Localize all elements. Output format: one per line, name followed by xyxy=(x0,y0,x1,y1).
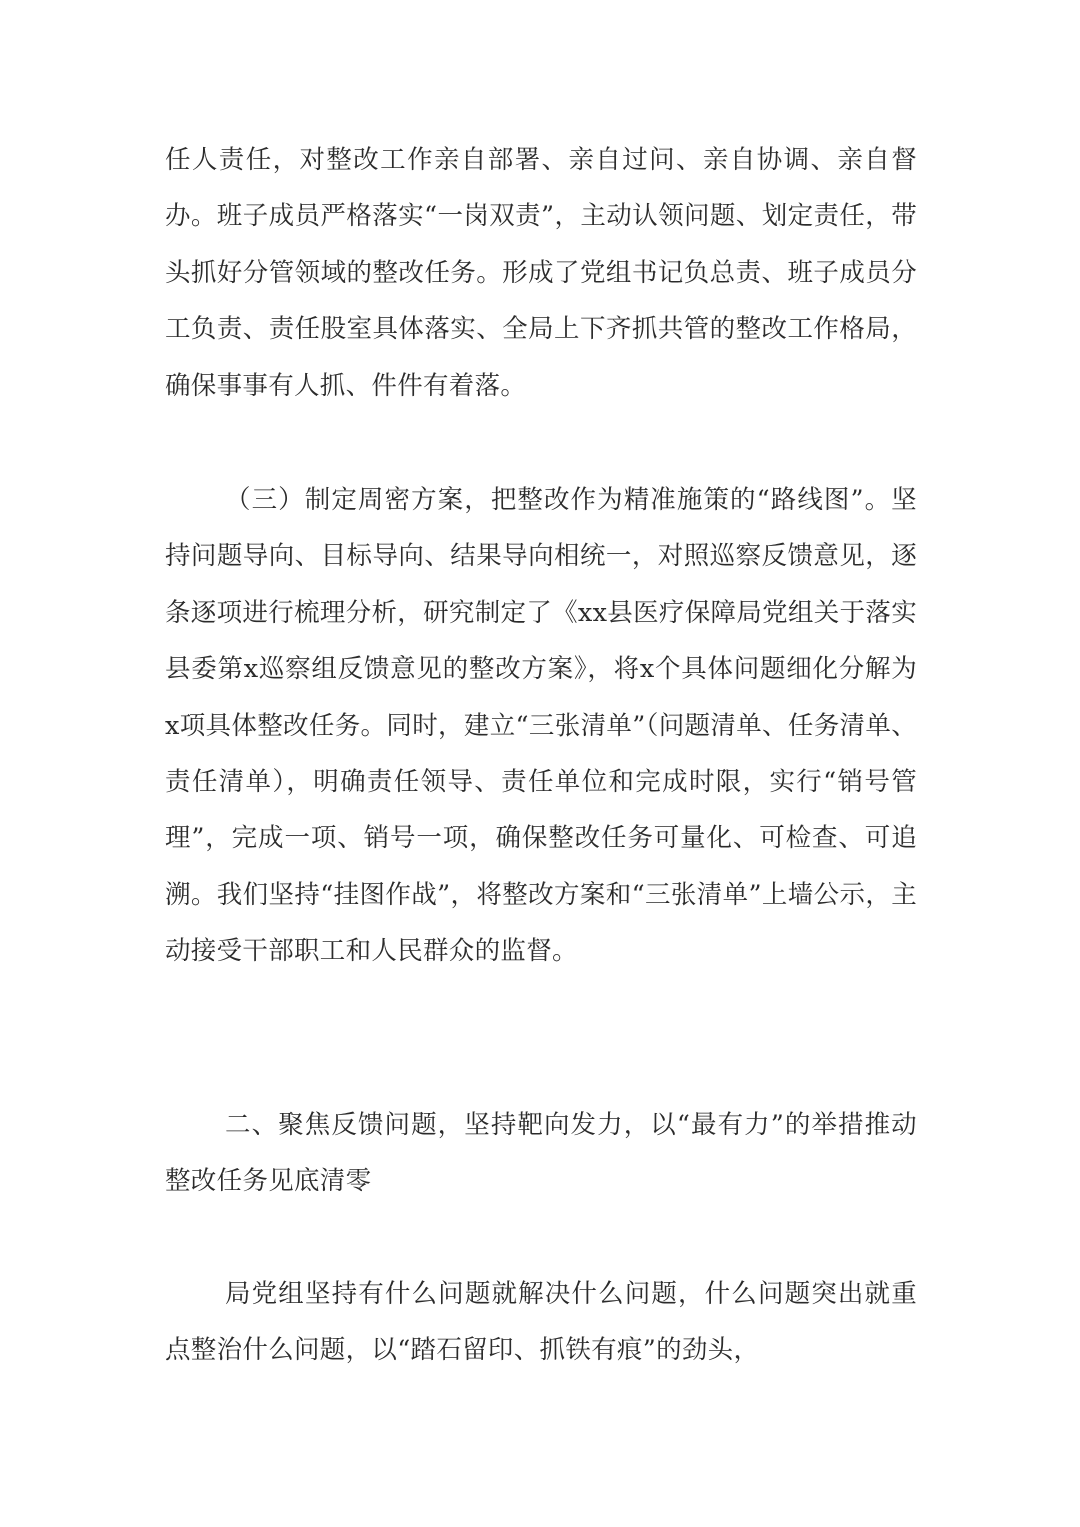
paragraph-continuation: 任人责任，对整改工作亲自部署、亲自过问、亲自协调、亲自督办。班子成员严格落实“一岗双责”，主动认领问题、划定责任，带头抓好分管领域的整改任务。形成了党组书记负总责、班子成员分工负责、责任股室具体落实、全局上下齐抓共管的整改工作格局，确保事事有人抓、件件有着落。 xyxy=(165,145,917,401)
paragraph-body: 局党组坚持有什么问题就解决什么问题，什么问题突出就重点整治什么问题，以“踏石留印、抓铁有痕”的劲头， xyxy=(165,1279,917,1366)
paragraph-section-three: （三）制定周密方案，把整改作为精准施策的“路线图”。坚持问题导向、目标导向、结果导向相统一，对照巡察反馈意见，逐条逐项进行梳理分析，研究制定了《xx县医疗保障局党组关于落实县委第x巡察组反馈意见的整改方案》，将x个具体问题细化分解为x项具体整改任务。同时，建立“三张清单”（问题清单、任务清单、责任清单），明确责任领导、责任单位和完成时限，实行“销号管理”，完成一项、销号一项，确保整改任务可量化、可检查、可追溯。我们坚持“挂图作战”，将整改方案和“三张清单”上墙公示，主动接受干部职工和人民群众的监督。 xyxy=(165,485,917,967)
section-heading-two: 二、聚焦反馈问题，坚持靶向发力，以“最有力”的举措推动整改任务见底清零 xyxy=(165,1110,917,1197)
